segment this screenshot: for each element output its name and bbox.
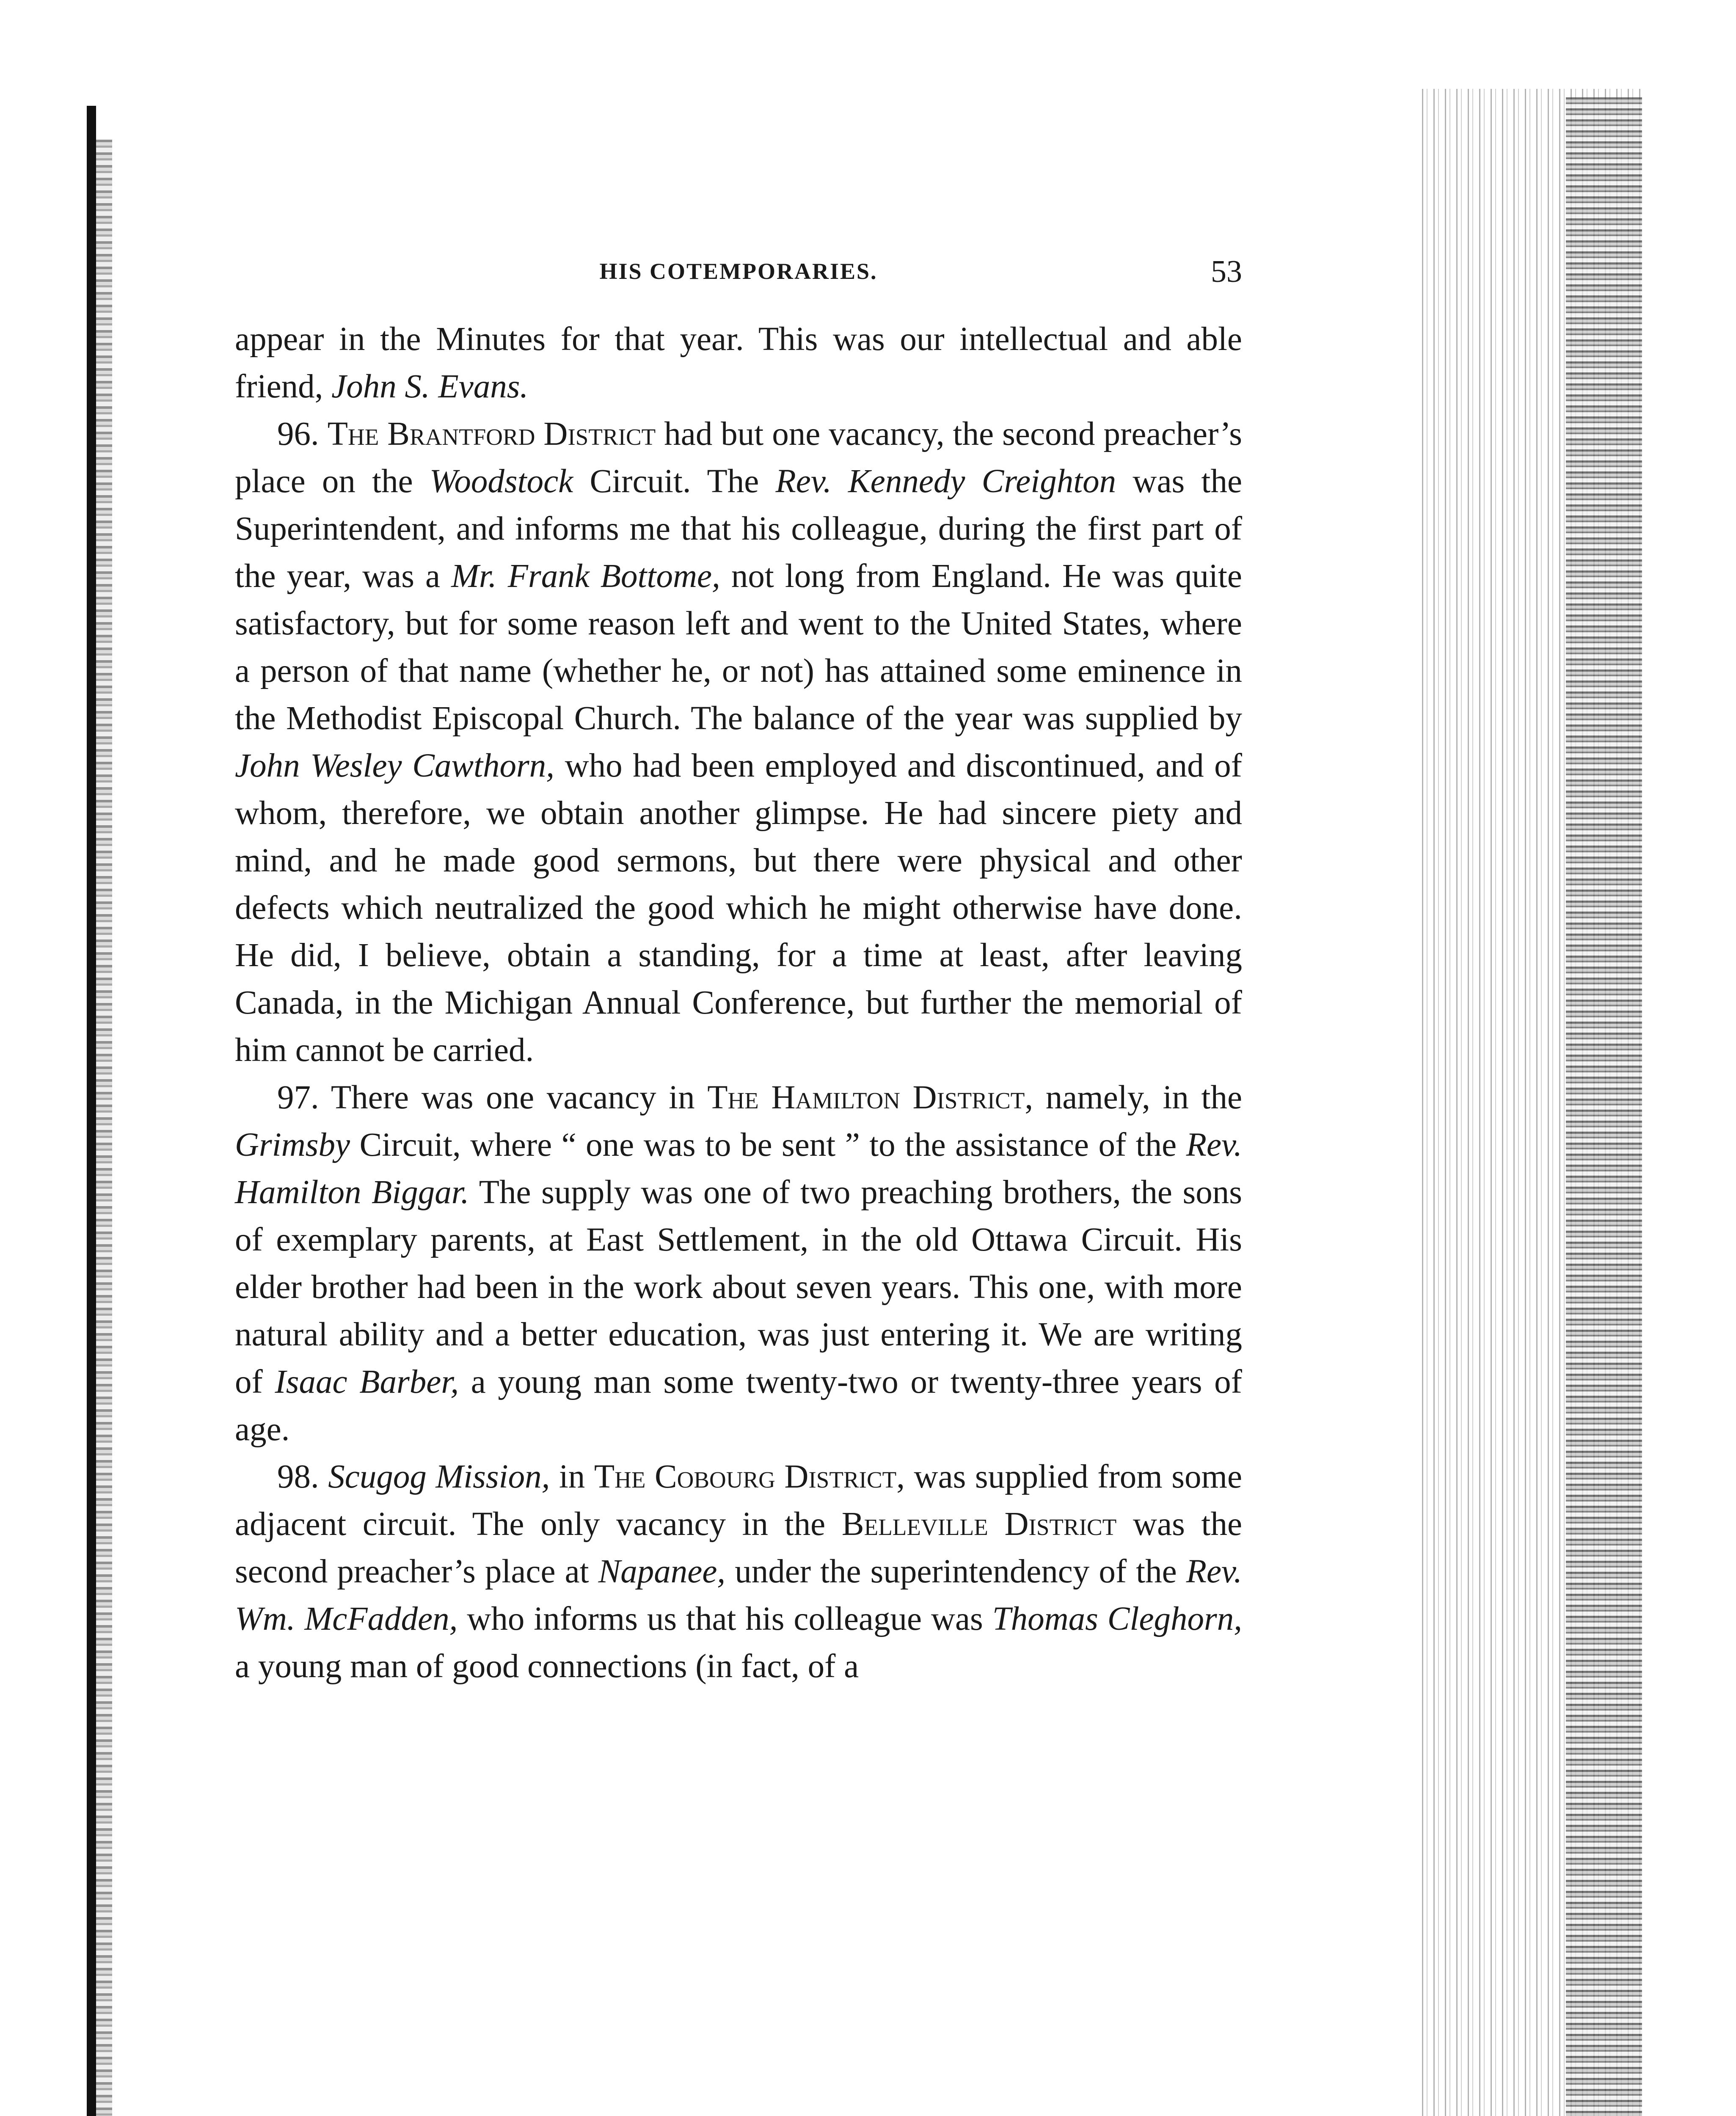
body-text: [235, 316, 1242, 1690]
person-name: Isaac Barber,: [275, 1364, 459, 1400]
district-name: The Hamilton District,: [707, 1079, 1033, 1116]
text-run: had but one vacancy, the second preacher’s place on the: [235, 416, 1243, 500]
paragraph-number: 97.: [277, 1079, 331, 1116]
circuit-name: Grimsby: [235, 1127, 350, 1163]
district-name: The Cobourg District,: [594, 1458, 905, 1495]
person-name: Rev. Wm. McFadden,: [235, 1553, 1242, 1637]
text-run: who had been employed and discontinued, and of whom, therefore, we obtain another glimpse. He had sincere piety and mind, and he made good sermons, but there were physical and other defects which neutralized the good which he might otherwise have done. He did, I believe, obtain a standing, for a time at least, after leaving Canada, in the Michigan Annual Conference, but further the memorial of him cannot be carried.: [235, 747, 1242, 1069]
text-run: was the second preacher’s place at: [235, 1506, 1243, 1590]
page-number: 53: [1211, 254, 1242, 289]
district-name: The Brantford District: [327, 416, 656, 452]
text-run: a young man of good connections (in fact, of a: [235, 1648, 859, 1685]
text-run: was supplied from some adjacent circuit. The only vacancy in the: [235, 1458, 1243, 1543]
person-name: Thomas Cleghorn,: [992, 1601, 1242, 1637]
person-name: John Wesley Cawthorn,: [235, 747, 555, 784]
text-run: under the superintendency of the: [725, 1553, 1186, 1590]
mission-name: Scugog Mission,: [328, 1458, 550, 1495]
paragraph-number: 98.: [277, 1458, 328, 1495]
book-page: [235, 254, 1242, 1690]
text-run: Circuit, where “ one was to be sent ” to the assistance of the: [350, 1127, 1186, 1163]
paragraph-continuation: [235, 316, 1242, 411]
person-name: Mr. Frank Bottome,: [451, 558, 720, 595]
text-run: who informs us that his colleague was: [457, 1601, 992, 1637]
place-name: Napanee,: [598, 1553, 726, 1590]
running-head: [235, 254, 1242, 300]
paragraph-98: [235, 1453, 1242, 1690]
page-edge-left: [96, 140, 112, 2116]
text-run: Circuit. The: [573, 463, 776, 500]
text-run: was the Superintendent, and informs me that his colleague, during the first part of the year, was a: [235, 463, 1243, 595]
text-run: namely, in the: [1033, 1079, 1243, 1116]
text-run: appear in the Minutes for that year. This was our intellectual and able friend,: [235, 321, 1242, 405]
person-name: Rev. Kennedy Creighton: [775, 463, 1116, 500]
paragraph-number: 96.: [277, 416, 328, 452]
text-run: There was one vacancy in: [331, 1079, 708, 1116]
text-run: a young man some twenty-two or twenty-three years of age.: [235, 1364, 1242, 1448]
paragraph-97: [235, 1074, 1242, 1453]
text-run: in: [550, 1458, 594, 1495]
page-edge-right-stack: [1566, 97, 1642, 2116]
text-run: The supply was one of two preaching brothers, the sons of exemplary parents, at East Settlement, in the old Ottawa Circuit. His elder brother had been in the work about seven years. This one, with more natural ability and a better education, was just entering it. We are writing of: [235, 1174, 1242, 1400]
binding-shadow: [87, 106, 96, 2116]
text-run: not long from England. He was quite satisfactory, but for some reason left and went to the United States, where a person of that name (whether he, or not) has attained some eminence in the Methodist Episcopal Church. The balance of the year was supplied by: [235, 558, 1242, 737]
circuit-name: Woodstock: [429, 463, 573, 500]
paragraph-96: [235, 411, 1242, 1074]
person-name: John S. Evans.: [331, 368, 529, 405]
district-name: Belleville District: [841, 1506, 1117, 1543]
person-name: Rev. Hamilton Biggar.: [235, 1127, 1242, 1211]
running-title: HIS COTEMPORARIES.: [599, 259, 878, 284]
